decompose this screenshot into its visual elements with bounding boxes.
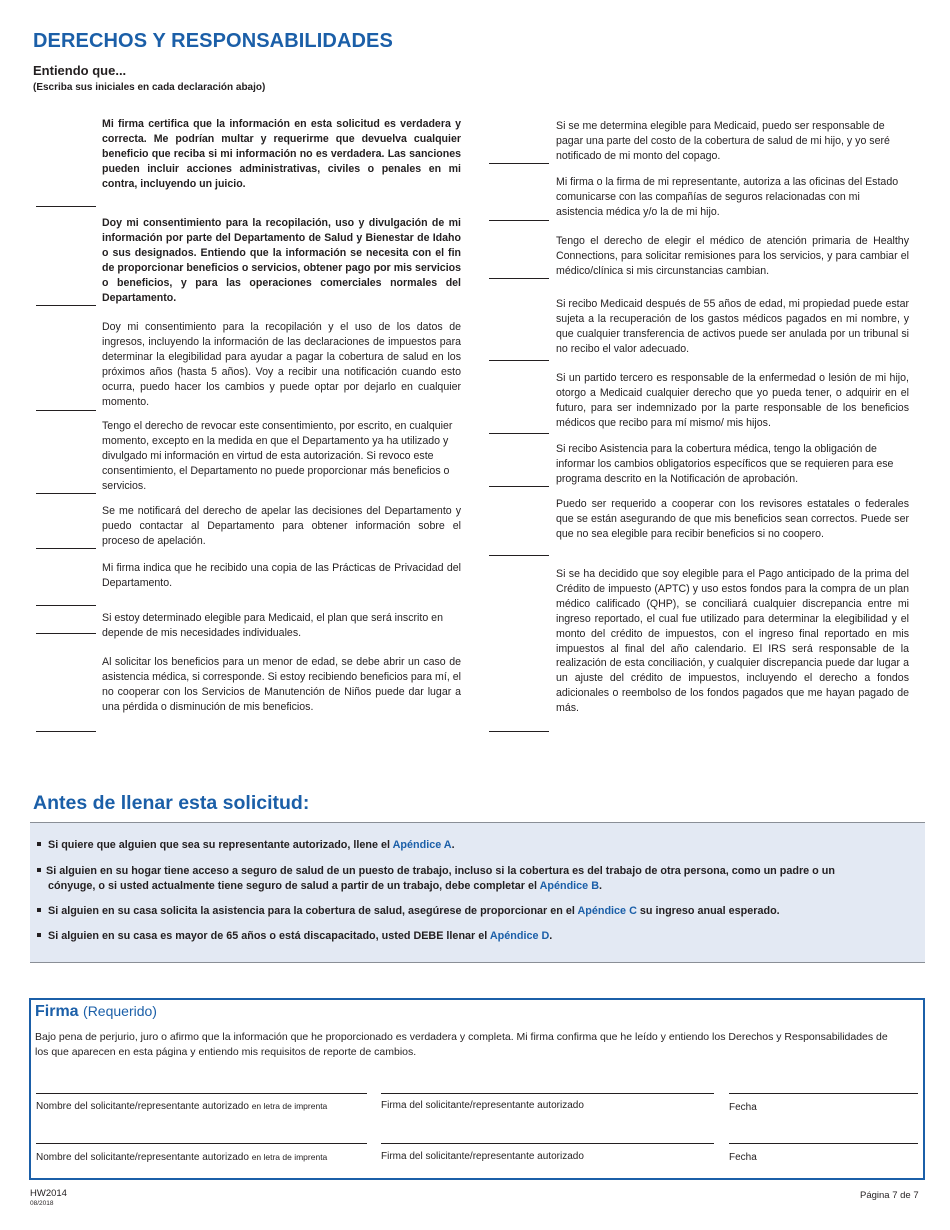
statement: Doy mi consentimiento para la recopilación, uso y divulgación de mi información por parte del Departamento de Salud y Bienestar de Idaho o sus designados. Entiendo que la información se necesita con el fin de proporcionar beneficios o servicios, obtener pago por mis servicios o beneficios, y para las operaciones comerciales normales del Departamento.	[102, 217, 461, 304]
initials-line[interactable]	[489, 731, 549, 732]
statement: Si se ha decidido que soy elegible para el Pago anticipado de la prima del Crédito de impuesto (APTC) y uso estos fondos para la compra de un plan médico calificado (QHP), se conciliará cualquier discrepancia entre mi ingreso reportado, el cual fue utilizado para determinar la elegibilidad y el monto del crédito de impuestos, con el ingreso final reportado en mis impuestos al final del año calendario. El IRS será responsable de la realización de esta conciliación, y cualquier discrepancia puede dar lugar a un ajuste del crédito de impuestos, incluyendo el derecho a fondos adicionales o reembolso de los fondos pagados que me hayan pagado de más.	[556, 568, 909, 715]
instruction-bullet: Si quiere que alguien que sea su representante autorizado, llene el Apéndice A.	[37, 838, 917, 853]
initials-line[interactable]	[36, 493, 96, 494]
initials-line[interactable]	[36, 548, 96, 549]
form-date: 08/2018	[30, 1200, 54, 1207]
statement: Si un partido tercero es responsable de la enfermedad o lesión de mi hijo, otorgo a Medicaid cualquier derecho que yo pueda tener, o adquirir en el futuro, para ser indemnizado por la parte responsable de los beneficios médicos que recibo para mí mismo/ mis hijos.	[556, 372, 909, 429]
signature-label: Firma del solicitante/representante autorizado	[381, 1151, 584, 1162]
statement: Si recibo Asistencia para la cobertura médica, tengo la obligación de informar los cambios obligatorios específicos que se requieren para ese programa descrito en la Notificación de aprobación.	[556, 443, 894, 485]
signature-field[interactable]	[381, 1143, 714, 1144]
initials-line[interactable]	[36, 605, 96, 606]
statement: Mi firma indica que he recibido una copia de las Prácticas de Privacidad del Departamento.	[102, 562, 461, 589]
instruction-bullet: Si alguien en su casa solicita la asistencia para la cobertura de salud, asegúrese de proporcionar en el Apéndice C su ingreso anual esperado.	[37, 904, 917, 919]
bullet-icon	[37, 868, 41, 872]
initials-line[interactable]	[489, 163, 549, 164]
bullet-icon	[37, 842, 41, 846]
initials-line[interactable]	[36, 305, 96, 306]
initials-line[interactable]	[489, 433, 549, 434]
name-field[interactable]	[36, 1093, 367, 1094]
page-number: Página 7 de 7	[860, 1190, 919, 1201]
statement: Mi firma certifica que la información en esta solicitud es verdadera y correcta. Me podrían multar y requerirme que devuelva cualquier beneficio que reciba si mi información no es verdadera. Las sanciones pueden incluir acciones administrativas, civiles o penales en mi contra, incluyendo un juicio.	[102, 118, 461, 190]
initials-line[interactable]	[36, 633, 96, 634]
page-title: DERECHOS Y RESPONSABILIDADES	[33, 30, 393, 52]
name-label: Nombre del solicitante/representante autorizado en letra de imprenta	[36, 1152, 328, 1163]
name-label: Nombre del solicitante/representante autorizado en letra de imprenta	[36, 1101, 328, 1112]
statement: Se me notificará del derecho de apelar las decisiones del Departamento y puedo contactar al Departamento para obtener información sobre el proceso de apelación.	[102, 505, 461, 547]
initials-line[interactable]	[489, 220, 549, 221]
name-field[interactable]	[36, 1143, 367, 1144]
instruction-bullet: Si alguien en su casa es mayor de 65 años o está discapacitado, usted DEBE llenar el Apéndice D.	[37, 929, 917, 944]
statement: Doy mi consentimiento para la recopilación y el uso de los datos de ingresos, incluyendo la información de las declaraciones de impuestos para determinar la elegibilidad para ayudar a pagar la cobertura de salud en los próximos años (hasta 5 años). Voy a recibir una notificación cuando esto ocurra, puedo hacer los cambios y puede optar por dejarlo en cualquier momento.	[102, 321, 461, 408]
statement: Si estoy determinado elegible para Medicaid, el plan que será inscrito en depende de mis necesidades individuales.	[102, 612, 443, 639]
bullet-icon	[37, 933, 41, 937]
statement: Si se me determina elegible para Medicaid, puedo ser responsable de pagar una parte del costo de la cobertura de salud de mi hijo, y yo seré notificado de mi monto del copago.	[556, 120, 890, 162]
understand-heading: Entiendo que...	[33, 63, 127, 78]
date-field[interactable]	[729, 1143, 918, 1144]
instruction-bullet: Si alguien en su hogar tiene acceso a seguro de salud de un puesto de trabajo, incluso si la cobertura es del trabajo de otra persona, como un padre o un cónyuge, o si usted actualmente tiene seguro de salud a partir de un trabajo, debe completar el Apéndice B.	[37, 864, 882, 894]
initials-line[interactable]	[36, 206, 96, 207]
before-heading: Antes de llenar esta solicitud:	[33, 792, 310, 814]
initials-line[interactable]	[489, 486, 549, 487]
date-label: Fecha	[729, 1152, 757, 1163]
statement: Tengo el derecho de revocar este consentimiento, por escrito, en cualquier momento, excepto en la medida en que el Departamento ya ha utilizado y divulgado mi información en virtud de esta autorización. Si revoco este consentimiento, el Departamento no puede proporcionar más beneficios o servicios.	[102, 420, 453, 492]
signature-text: Bajo pena de perjurio, juro o afirmo que la información que he proporcionado es verdadera y completa. Mi firma confirma que he leído y entiendo los Derechos y Responsabilidades de los que aparecen en esta página y entiendo mis requisitos de reporte de cambios.	[35, 1031, 888, 1058]
form-number: HW2014	[30, 1188, 67, 1199]
statement: Si recibo Medicaid después de 55 años de edad, mi propiedad puede estar sujeta a la recuperación de los gastos médicos pagados en mi nombre, y que cualquier transferencia de activos puede ser anulada por un tribunal si no recibo el valor adecuado.	[556, 298, 909, 355]
appendix-a-link[interactable]: Apéndice A	[392, 839, 452, 851]
bullet-icon	[37, 908, 41, 912]
statement: Tengo el derecho de elegir el médico de atención primaria de Healthy Connections, para solicitar remisiones para los servicios, y para cambiar el médico/clínica si mis circunstancias cambian.	[556, 235, 909, 277]
signature-title: Firma (Requerido)	[35, 1003, 157, 1020]
initials-line[interactable]	[489, 360, 549, 361]
appendix-c-link[interactable]: Apéndice C	[577, 905, 637, 917]
signature-field[interactable]	[381, 1093, 714, 1094]
statement: Al solicitar los beneficios para un menor de edad, se debe abrir un caso de asistencia médica, si corresponde. Si estoy recibiendo beneficios para mí, el no cooperar con los Servicios de Manutención de Niños puede dar lugar a una pérdida o disminución de mis beneficios.	[102, 656, 461, 713]
date-label: Fecha	[729, 1102, 757, 1113]
statement: Puedo ser requerido a cooperar con los revisores estatales o federales que se están asegurando de que mis beneficios sean correctos. Puede ser que no sea elegible para recibir beneficios si no coopero.	[556, 498, 909, 540]
date-field[interactable]	[729, 1093, 918, 1094]
appendix-b-link[interactable]: Apéndice B	[539, 880, 599, 892]
initials-line[interactable]	[36, 731, 96, 732]
initials-line[interactable]	[489, 278, 549, 279]
initials-line[interactable]	[489, 555, 549, 556]
initials-line[interactable]	[36, 410, 96, 411]
initials-instruction: (Escriba sus iniciales en cada declaración abajo)	[33, 82, 266, 93]
signature-label: Firma del solicitante/representante autorizado	[381, 1100, 584, 1111]
appendix-d-link[interactable]: Apéndice D	[489, 930, 550, 942]
statement: Mi firma o la firma de mi representante, autoriza a las oficinas del Estado comunicarse con las compañías de seguros relacionadas con mi asistencia médica y/o la de mi hijo.	[556, 176, 899, 218]
